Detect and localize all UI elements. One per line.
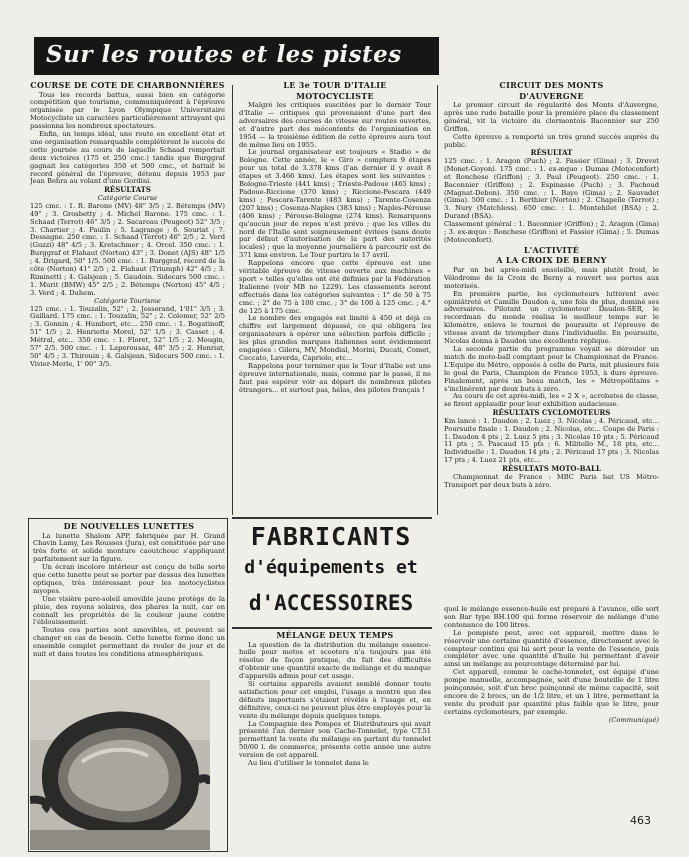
results-text: 125 cmc. : 1. Touzalin, 52" ; 2. Josserand, 1'01" 3/5 ; 3. Gaillard. 175 cmc. : 1. Touzalin, 52" ; 2. Colomer, 52" 2/5 ; 3. Gonnin ; 4. Humbert, etc... 250 cmc. : 1. Bogatinoff, 51" 1/5 ; 2. Henriette Morel, 52" 1/5 ; 3. Casset ; 4. Métral, etc... 350 cmc. : 1. Floret, 52" 1/5 ; 2. Mougin, 57" 2/5. 500 cmc. : 1. Laperousaz, 48" 3/5 ; 2. Henriat, 50" 4/5 ; 3. Thirouin ; 4. Galsjean. Sidecars 500 cmc. : 1. Vivier-Merle, 1' 00" 3/5.: [30, 304, 225, 368]
results-heading: RÉSULTATS CYCLOMOTEURS: [492, 408, 611, 418]
paragraph: Un écran incolore intérieur est conçu de telle sorte que cette lunette peut se porter par dessus des lunettes optiques, très intéressant pour les motocyclistes myopes.: [33, 563, 225, 595]
paragraph: Le pompiste peut, avec cet appareil, mettre dans le réservoir une certaine quantité d'essence, directement avec le compteur continu qui lui sert pour la vente de l'essence, puis compléter avec une quantité d'huile lui permettant d'avoir ainsi un mélange au pourcentage déterminé par lui.: [444, 628, 659, 669]
signature: (Communiqué): [608, 715, 659, 724]
results-heading: RÉSULTATS: [104, 185, 151, 195]
paragraph: Le premier circuit de régularité des Monts d'Auvergne, après une rude bataille pour la première place du classement général, vit la victoire du clermontois Baconnier sur 250 Griffon.: [444, 101, 659, 133]
column-tour-italie: [239, 80, 431, 517]
paragraph: quel le mélange essence-huile est préparé à l'avance, elle sort son Bar type BH.100 qui forme réservoir de mélange d'une contenance de 100 litres.: [444, 606, 659, 629]
paragraph: Si certains appareils avaient semblé donner toute satisfaction pour cet emploi, l'usage a montré que des défauts importants s'étaient révélés à l'usage et, en définitive, ceux-ci ne peuvent plus être employés pour la vente du mélange depuis quelques temps.: [239, 680, 431, 720]
paragraph: Par un bel après-midi ensoleillé, mais plutôt froid, le Vélodrome de la Croix de Berny a rouvert ses portes aux motorisés.: [444, 265, 659, 290]
paragraph: Une visière pare-soleil amovible jaune protège de la pluie, des rayons solaires, des phares la nuit, car on connaît les propriétés de la couleur jaune contre l'éblouissement.: [33, 594, 225, 627]
heading-charbonnieres: COURSE DE COTE DE CHARBONNIÈRES: [30, 80, 225, 90]
paragraph: La seconde partie du programme voyait se dérouler un match de moto-ball comptant pour le Championnat de France. L'Equipe du Métro, opposée à celle de Paris, mit plusieurs fois le goal de Paris, Champion de France 1953, à dure épreuve. Finalement, après un beau match, les « Métropolitains » s'inclinèrent par deux buts à zéro.: [444, 344, 659, 393]
results-text: Km lancé : 1. Daudon ; 2. Luez ; 3. Nicolas ; 4. Péricaud, etc... Poursuite finale : 1. Daudon ; 2. Nicolas, etc... Coupe de Paris : 1. Daudon 4 pts ; 2. Luez 5 pts ; 3. Nicolas 10 pts ; 5. Péricaud 11 pts ; 5. Pascaud 15 pts ; 6. Militello M., 18 pts, etc... Individuelle : 1. Daudon 14 pts ; 2. Péricaud 17 pts ; 3. Nicolas 17 pts ; 4. Luez 21 pts, etc...: [444, 416, 659, 465]
results-heading: RÉSULTATS MOTO-BALL: [502, 464, 601, 474]
results-text: 125 cmc. : 1. R. Barone (MV) 48" 3/5 ; 2. Bétemps (MV) 49" ; 3. Grosbetty ; 4. Michel Barone. 175 cmc. : 1. Schaad (Terrot) 46" 3/5 ; 2. Sacareau (Peugeot) 52" 3/5 ; 3. Chartier ; 4. Paulin ; 5. Lagrange ; 6. Souriat ; 7. Dessagne. 250 cmc. : 1. Schaad (Terrot) 46" 2/5 ; 2. Verd (Guzzi) 48" 4/5 ; 3. Kretschmer ; 4. Orcel. 350 cmc. : 1. Burggraf et Flahaut (Norton) 43" ; 3. Donet (AJS) 48" 1/5 ; 4. Drigard, 50" 1/5. 500 cmc. : 1. Burggraf, record de la côte (Norton) 41" 2/5 ; 2. Flahaut (Triumph) 42" 4/5 ; 3. Riminetti ; 4. Galsjean ; 5. Gaudoin. Sidecars 500 cmc. : 1. Murit (BMW) 45" 2/5 ; 2. Bétemps (Norton) 45" 4/5 ; 3. Verd ; 4. Duhem.: [30, 201, 225, 297]
results-text: Championnat de France : MBC Paris bat US Métro-Transport par deux buts à zéro.: [444, 472, 659, 489]
paragraph: Le journal organisateur est toujours « Stadio » de Bologne. Cette année, le « Giro » comptera 9 étapes pour un total de 3.378 kms (l'an dernier il y avait 8 étapes et 3.466 kms). Les étapes sont les suivantes : Bologne-Trieste (441 kms) ; Trieste-Padoue (465 kms) ; Padoue-Riccione (370 kms) ; Riccione-Pescara (449 kms) ; Pescara-Tarente (483 kms) ; Tarente-Cosenza (207 kms) ; Cosenza-Naples (383 kms) ; Naples-Pérouse (406 kms) ; Pérouse-Bologne (274 kms). Remarquons qu'aucun jour de repos n'est prévu ; que les villes du nord de l'Italie sont soigneusement évitées (sans doute par défaut d'autorisation de la part des autorités locales) ; que la moyenne journalière à parcourir est de 371 kms environ. Le Tour partira le 17 avril.: [239, 148, 431, 260]
ad-bottom-rule: [232, 627, 432, 629]
results-text: 125 cmc. : 1. Aragon (Puch) ; 2. Fassier (Gima) ; 3. Drevet (Monet-Goyon). 175 cmc. : 1. ex-æquo : Dumas (Motoconfort) et Ronchese (Griffon) ; 3. Paul (Peugeot). 250 cmc. : 1. Baconnier (Griffon) ; 2. Espinasse (Puch) ; 3. Pachoud (Magnat-Debon). 350 cmc. : 1. Baye (Gima) ; 2. Sauvadet (Gima). 500 cmc. : 1. Berthier (Norton) ; 2. Chapelle (Terrot) ; 3. Nury (Matchless). 650 cmc. : 1. Montehilet (BSA) ; 2. Durand (BSA).: [444, 156, 659, 221]
paragraph: Rappelons encore que cette épreuve est une véritable épreuve de vitesse ouverte aux machines « sport » telles qu'elles ont été définies par la Fédération Italienne (voir MB no 1229). Les classements seront effectués dans les catégories suivantes : 1° de 50 à 75 cmc. ; 2° de 75 à 100 cmc. ; 3° de 100 à 125 cmc. ; 4.° de 125 à 175 cmc.: [239, 259, 431, 315]
ad-title-line1: FABRICANTS: [250, 522, 412, 551]
column-melange-left: [239, 630, 431, 852]
paragraph: Le nombre des engagés est limité à 450 et déjà ce chiffre est largement dépassé, ce qui obligera les organisateurs à opérer une sélection parfois difficile ; les plus grandes marques italiennes sont évidemment engagées : Gilera, MV, Mondial, Morini, Ducati, Comet, Ceccato, Laverda, Capriolo, etc...: [239, 314, 431, 362]
paragraph: En première partie, les cyclomoteurs luttèrent avec opiniâtreté et Camille Daudon a, une fois de plus, dominé ses adversaires. Pilotant un cyclomoteur Daudon-SER, le recordman du monde réalisa le meilleur temps sur le kilomètre, enleva le tournoi de poursuite et l'épreuve de vitesse avant de triompher dans l'individuelle. En poursuite, Nicolas donna à Daudon une excellente réplique.: [444, 289, 659, 346]
paragraph: La Compagnie des Pompes et Distributeurs qui avait présenté l'an dernier son Cache-Tonnelet, type CT.51 permettant la vente du mélange en partant du tonnelet 50/60 l. de commerce, présente cette année une autre version de cet appareil.: [239, 719, 431, 760]
heading-tour-italie-line2: MOTOCYCLISTE: [296, 90, 374, 101]
column-divider: [232, 85, 233, 515]
column-divider: [437, 85, 438, 515]
paragraph: Rappelons pour terminer que le Tour d'Italie est une épreuve internationale, mais, comme par le passé, il ne faut pas espérer voir au départ de nombreux pilotes étrangers... et surtout pas, hélas, des pilotes français !: [239, 361, 431, 394]
heading-auvergne-line1: CIRCUIT DES MONTS: [499, 80, 604, 90]
paragraph: Tous les records battus, aussi bien en catégorie compétition que tourisme, communiquèrent à l'épreuve organisée par le Lyon Olympique Universitaire Motocycliste un caractère particulièrement attrayant qui passionna les nombreux spectateurs.: [30, 90, 225, 131]
paragraph: Cette épreuve a remporté un très grand succès auprès du public.: [444, 132, 659, 149]
column-melange-right: [444, 606, 659, 806]
column-charbonnieres: [30, 80, 225, 517]
column-lunettes: [33, 521, 225, 686]
paragraph: Cet appareil, comme le cache-tonnelet, est équipé d'une pompe manuelle, accompagnée, soit d'une bouteille de 1 litre poinçonnée, soit d'un broc poinçonné de même capacité, soit encore de 2 brocs, un de 1/2 litre, et un 1 litre, permettant la vente du produit par quantité plus faible que le litre, pour certains cyclomoteurs, par exemple.: [444, 668, 659, 716]
general-ranking: Classement général : 1. Baconnier (Griffon) ; 2. Aragon (Gima) ; 3. ex-æquo : Ronchese (Griffon) et Fassier (Gima) ; 5. Dumas (Motoconfort).: [444, 220, 659, 244]
category-label: Catégorie Tourisme: [94, 296, 161, 305]
paragraph: Au lieu d'utiliser le tonnelet dans le: [248, 759, 369, 768]
heading-auvergne-line2: D'AUVERGNE: [519, 90, 584, 101]
paragraph: Enfin, un temps idéal, une route en excellent état et une organisation remarquable complétèrent le succès de cette journée au cours de laquelle Schaad remportait deux victoires (175 et 250 cmc.) tandis que Burggraf gagnait les catégories 350 et 500 cmc., et battait le record général de l'épreuve, détenu depuis 1953 par Jean Behra au volant d'une Gordini.: [30, 130, 225, 186]
paragraph: Malgré les critiques suscitées par le dernier Tour d'Italie — critiques qui provenaient d'une part des adversaires des courses de vitesse sur routes ouvertes, et d'autre part des mécontents de l'organisation en 1954 — la troisième édition de cette épreuve aura tout de même lieu en 1955.: [239, 101, 431, 149]
heading-activite-line1: L'ACTIVITÉ: [523, 244, 580, 255]
heading-melange: MÉLANGE DEUX TEMPS: [276, 630, 394, 640]
heading-tour-italie-line1: LE 3e TOUR D'ITALIE: [283, 80, 387, 90]
results-heading: RÉSULTAT: [530, 148, 573, 158]
paragraph: Au cours de cet après-midi, les « 2 X », acrobates de classe, se firent applaudir pour leur exhibition audacieuse.: [444, 392, 659, 409]
page-number: 463: [630, 814, 651, 827]
section-banner: [34, 37, 439, 75]
paragraph: Toutes ces parties sont amovibles, et peuvent se changer en cas de besoin. Cette lunette forme donc un ensemble complet permettant de rouler de jour et de nuit et dans toutes les conditions atmosphériques.: [33, 626, 225, 659]
goggles-photo: [30, 680, 210, 850]
paragraph: La question de la distribution du mélange essence-huile pour motos et scooters n'a toujours pas été résolue de façon pratique, du fait des difficultés d'obtenir une quantité exacte de mélange et du manque d'appareils admis pour cet usage.: [239, 640, 431, 681]
ad-title-line3: d'ACCESSOIRES: [248, 591, 414, 615]
heading-lunettes: DE NOUVELLES LUNETTES: [63, 521, 195, 531]
heading-activite-line2: A LA CROIX DE BERNY: [496, 255, 607, 266]
ad-title-line2: d'équipements et: [244, 557, 418, 578]
paragraph: La lunette Shalom APP, fabriquée par H. Grand Chavin Lamy, Les Rousses (Jura), est constituée par une très forte et solide monture caoutchouc s'appliquant parfaitement sur la figure.: [33, 531, 225, 564]
ad-top-rule: [232, 517, 432, 519]
column-auvergne: [444, 80, 659, 603]
category-label: Catégorie Course: [97, 193, 158, 202]
banner-title: Sur les routes et les pistes: [46, 41, 402, 68]
